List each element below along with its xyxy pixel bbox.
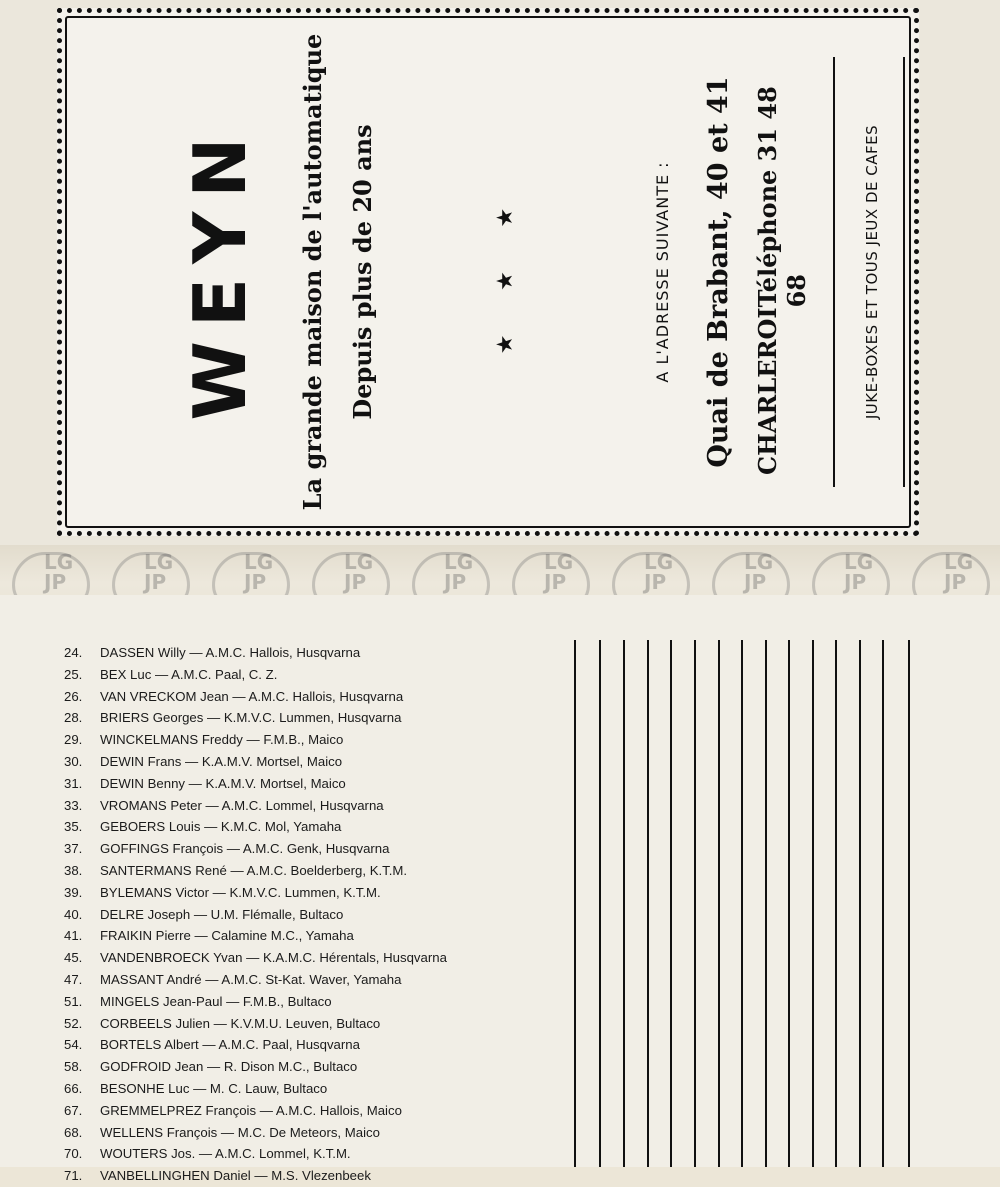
advert-rule-top xyxy=(833,57,835,487)
rider-entry xyxy=(64,751,534,773)
watermark-logo-text: LG JP xyxy=(644,550,674,594)
rider-number: 70. xyxy=(64,1146,83,1162)
advert-content xyxy=(63,17,913,527)
rider-details: VANBELLINGHEN Daniel — M.S. Vlezenbeek xyxy=(100,1168,371,1184)
rider-number: 28. xyxy=(64,710,83,726)
column-rule xyxy=(812,640,814,1167)
watermark-logo-text: LG JP xyxy=(844,550,874,594)
blank-columns xyxy=(574,640,910,1167)
watermark-logo-text: LG JP xyxy=(244,550,274,594)
advert-footer: JUKE-BOXES ET TOUS JEUX DE CAFES xyxy=(863,124,881,420)
advert-brand: WEYN xyxy=(178,123,262,421)
watermark-logo-text: LG JP xyxy=(944,550,974,594)
rider-entry xyxy=(64,773,534,795)
rider-details: MASSANT André — A.M.C. St-Kat. Waver, Yamaha xyxy=(100,971,402,987)
rider-entry xyxy=(64,838,534,860)
rider-details: GEBOERS Louis — K.M.C. Mol, Yamaha xyxy=(100,819,342,835)
rider-entry xyxy=(64,1013,534,1035)
rider-details: DEWIN Frans — K.A.M.V. Mortsel, Maico xyxy=(100,753,343,769)
rider-entry xyxy=(64,1100,534,1122)
rider-number: 67. xyxy=(64,1102,83,1118)
rider-number: 71. xyxy=(64,1168,83,1184)
rider-entry xyxy=(64,882,534,904)
rider-entry xyxy=(64,1078,534,1100)
rider-number: 54. xyxy=(64,1037,83,1053)
rider-number: 38. xyxy=(64,862,83,878)
rider-entry xyxy=(64,1143,534,1165)
rider-details: FRAIKIN Pierre — Calamine M.C., Yamaha xyxy=(100,928,354,944)
rider-number: 25. xyxy=(64,666,83,682)
advert-frame xyxy=(57,8,919,536)
rider-details: DELRE Joseph — U.M. Flémalle, Bultaco xyxy=(100,906,344,922)
watermark-logo-text: LG JP xyxy=(44,550,74,594)
advert-address-intro: A L'ADRESSE SUIVANTE : xyxy=(653,161,672,383)
rider-entry xyxy=(64,1122,534,1144)
rider-number: 37. xyxy=(64,841,83,857)
rider-details: MINGELS Jean-Paul — F.M.B., Bultaco xyxy=(100,993,332,1009)
rider-details: CORBEELS Julien — K.V.M.U. Leuven, Bultaco xyxy=(100,1015,381,1031)
rider-details: WINCKELMANS Freddy — F.M.B., Maico xyxy=(100,732,344,748)
rider-number: 31. xyxy=(64,775,83,791)
rider-number: 52. xyxy=(64,1015,83,1031)
rider-entry xyxy=(64,1165,534,1187)
rider-entry xyxy=(64,795,534,817)
advert-rule-bottom xyxy=(903,57,905,487)
rider-number: 68. xyxy=(64,1124,83,1140)
column-rule xyxy=(835,640,837,1167)
advert-city: CHARLEROI xyxy=(753,307,782,475)
watermark-logo-text: LG JP xyxy=(344,550,374,594)
column-rule xyxy=(647,640,649,1167)
watermark-logo-text: LG JP xyxy=(144,550,174,594)
rider-entry xyxy=(64,969,534,991)
column-rule xyxy=(765,640,767,1167)
rider-entry xyxy=(64,925,534,947)
column-rule xyxy=(694,640,696,1167)
advert-tagline-2: Depuis plus de 20 ans xyxy=(348,124,377,420)
watermark-logo-text: LG JP xyxy=(744,550,774,594)
column-rule xyxy=(908,640,910,1167)
rider-number: 40. xyxy=(64,906,83,922)
column-rule xyxy=(859,640,861,1167)
rider-details: SANTERMANS René — A.M.C. Boelderberg, K.T.M. xyxy=(100,862,408,878)
rider-entry xyxy=(64,1056,534,1078)
rider-number: 24. xyxy=(64,645,83,660)
advert-tagline-1: La grande maison de l'automatique xyxy=(298,33,327,511)
rider-number: 29. xyxy=(64,732,83,748)
rider-details: WELLENS François — M.C. De Meteors, Maico xyxy=(100,1124,380,1140)
column-rule xyxy=(788,640,790,1167)
rider-number: 35. xyxy=(64,819,83,835)
rider-details: BESONHE Luc — M. C. Lauw, Bultaco xyxy=(100,1080,328,1096)
rider-entry xyxy=(64,642,534,664)
rider-entry xyxy=(64,729,534,751)
rider-entry xyxy=(64,816,534,838)
column-rule xyxy=(741,640,743,1167)
column-rule xyxy=(574,640,576,1167)
rider-details: BORTELS Albert — A.M.C. Paal, Husqvarna xyxy=(100,1037,360,1053)
rider-entry xyxy=(64,991,534,1013)
rider-number: 30. xyxy=(64,753,83,769)
upper-page xyxy=(0,0,1000,555)
rider-details: DASSEN Willy — A.M.C. Hallois, Husqvarna xyxy=(100,645,361,660)
column-rule xyxy=(623,640,625,1167)
rider-number: 66. xyxy=(64,1080,83,1096)
advert-phone: Téléphone 31 48 68 xyxy=(753,86,811,308)
rider-number: 33. xyxy=(64,797,83,813)
rider-details: VROMANS Peter — A.M.C. Lommel, Husqvarna xyxy=(100,797,384,813)
rider-entry xyxy=(64,1034,534,1056)
rider-details: GREMMELPREZ François — A.M.C. Hallois, Maico xyxy=(100,1102,402,1118)
column-rule xyxy=(599,640,601,1167)
rider-details: WOUTERS Jos. — A.M.C. Lommel, K.T.M. xyxy=(100,1146,351,1162)
rider-details: VANDENBROECK Yvan — K.A.M.C. Hérentals, Husqvarna xyxy=(100,950,447,966)
rider-entry xyxy=(64,686,534,708)
rider-number: 45. xyxy=(64,950,83,966)
column-rule xyxy=(882,640,884,1167)
rider-entry xyxy=(64,664,534,686)
column-rule xyxy=(718,640,720,1167)
rider-list xyxy=(64,642,534,1187)
advert-city-row xyxy=(753,17,811,527)
rider-entry xyxy=(64,904,534,926)
rider-details: VAN VRECKOM Jean — A.M.C. Hallois, Husqvarna xyxy=(100,688,404,704)
rider-number: 58. xyxy=(64,1059,83,1075)
rider-entry xyxy=(64,860,534,882)
watermark-logo-text: LG JP xyxy=(544,550,574,594)
rider-details: GOFFINGS François — A.M.C. Genk, Husqvarna xyxy=(100,841,390,857)
rider-details: BEX Luc — A.M.C. Paal, C. Z. xyxy=(100,666,278,682)
rider-number: 39. xyxy=(64,884,83,900)
rider-entry xyxy=(64,707,534,729)
watermark-logo-text: LG JP xyxy=(444,550,474,594)
advert-stars: ★ ★ ★ xyxy=(493,189,518,355)
rider-details: GODFROID Jean — R. Dison M.C., Bultaco xyxy=(100,1059,358,1075)
rider-number: 51. xyxy=(64,993,83,1009)
rider-details: DEWIN Benny — K.A.M.V. Mortsel, Maico xyxy=(100,775,346,791)
rider-entry xyxy=(64,947,534,969)
rider-number: 26. xyxy=(64,688,83,704)
rider-details: BRIERS Georges — K.M.V.C. Lummen, Husqvarna xyxy=(100,710,402,726)
rider-details: BYLEMANS Victor — K.M.V.C. Lummen, K.T.M. xyxy=(100,884,381,900)
rider-number: 47. xyxy=(64,971,83,987)
rider-number: 41. xyxy=(64,928,83,944)
advert-street: Quai de Brabant, 40 et 41 xyxy=(703,76,734,468)
column-rule xyxy=(670,640,672,1167)
